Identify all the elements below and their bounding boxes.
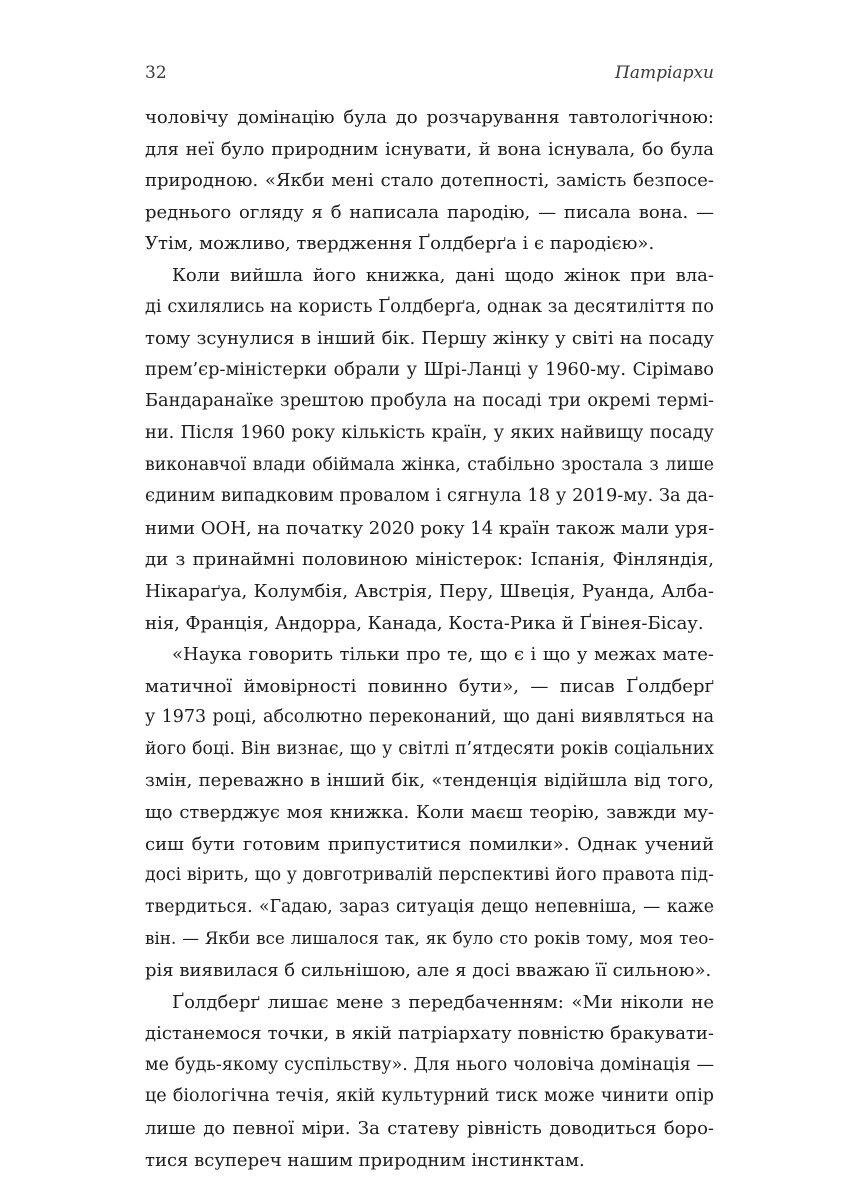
paragraph: [145, 260, 714, 639]
text-line: твердиться. «Гадаю, зараз ситуація дещо непевніша, — каже: [145, 896, 714, 917]
body-text: [145, 102, 714, 1176]
text-line: що стверджує моя книжка. Коли маєш теорію, завжди му-: [145, 802, 714, 824]
text-line: виконавчої влади обіймала жінка, стабільно зростала з лише: [145, 454, 714, 475]
text-line: він. — Якби все лишалося так, як було сто років тому, моя тео-: [145, 928, 714, 949]
text-line: Утім, можливо, твердження Ґолдберґа і є пародією».: [145, 233, 655, 255]
text-line: лише до певної міри. За статеву рівність доводиться боро-: [145, 1118, 714, 1139]
text-line: Нікараґуа, Колумбія, Австрія, Перу, Швеція, Руанда, Алба-: [145, 580, 714, 602]
text-line: ни. Після 1960 року кількість країн, у яких найвищу посаду: [145, 422, 714, 443]
text-line: Бандаранаїке зрештою пробула на посаді три окремі термі-: [145, 391, 714, 412]
text-line: ді схилялись на користь Ґолдберґа, однак за десятиліття по: [145, 296, 714, 317]
text-line: у 1973 році, абсолютно переконаний, що дані виявляться на: [145, 707, 714, 728]
text-line: ме будь-якому суспільству». Для нього чоловіча домінація —: [145, 1054, 714, 1075]
paragraph: [145, 987, 714, 1177]
text-line: матичної ймовірності повинно бути», — писав Ґолдберґ: [145, 675, 714, 697]
text-line: для неї було природним існувати, й вона існувала, бо була: [145, 138, 714, 160]
text-line: чоловічу домінацію була до розчарування тавтологічною:: [145, 107, 714, 128]
text-line: досі вірить, що у довготривалій перспективі його правота під-: [145, 865, 714, 886]
text-line: рія виявилася б сильнішою, але я досі вважаю її сильною».: [145, 960, 712, 982]
running-title: Патріархи: [615, 63, 714, 83]
text-line: єдиним випадковим провалом і сягнула 18 у 2019-му. За да-: [145, 486, 714, 507]
text-line: нія, Франція, Андорра, Канада, Коста-Рика й Ґвінея-Бісау.: [145, 612, 704, 634]
paragraph: [145, 102, 714, 260]
text-line: природною. «Якби мені стало дотепності, замість безпосе-: [145, 170, 714, 192]
text-line: Коли вийшла його книжка, дані щодо жінок при вла-: [172, 264, 714, 286]
text-line: реднього огляду я б написала пародію, — писала вона. —: [145, 201, 714, 223]
text-line: дістанемося точки, в якій патріархату повністю бракувати-: [145, 1023, 714, 1045]
text-line: «Наука говорить тільки про те, що є і що у межах мате-: [172, 644, 714, 666]
text-line: ди з принаймні половиною міністерок: Іспанія, Фінляндія,: [145, 549, 714, 571]
paragraph: [145, 639, 714, 987]
text-line: його боці. Він визнає, що у світлі п’ятдесяти років соціальних: [145, 738, 714, 759]
text-line: тися всупереч нашим природним інстинктам.: [145, 1149, 585, 1171]
text-line: тому зсунулися в інший бік. Першу жінку у світі на посаду: [145, 328, 714, 350]
text-line: прем’єр-міністерки обрали у Шрі-Ланці у 1960-му. Сірімаво: [145, 359, 714, 380]
page-header: [145, 63, 714, 87]
text-line: сиш бути готовим припуститися помилки». Однак учений: [145, 833, 714, 855]
text-line: ними ООН, на початку 2020 року 14 країн також мали уря-: [145, 517, 715, 539]
text-line: Ґолдберґ лишає мене з передбаченням: «Ми ніколи не: [172, 991, 714, 1013]
text-line: це біологічна течія, якій культурний тиск може чинити опір: [145, 1086, 714, 1107]
page-number: 32: [145, 63, 167, 83]
text-line: змін, переважно в інший бік, «тенденція відійшла від того,: [145, 770, 714, 792]
